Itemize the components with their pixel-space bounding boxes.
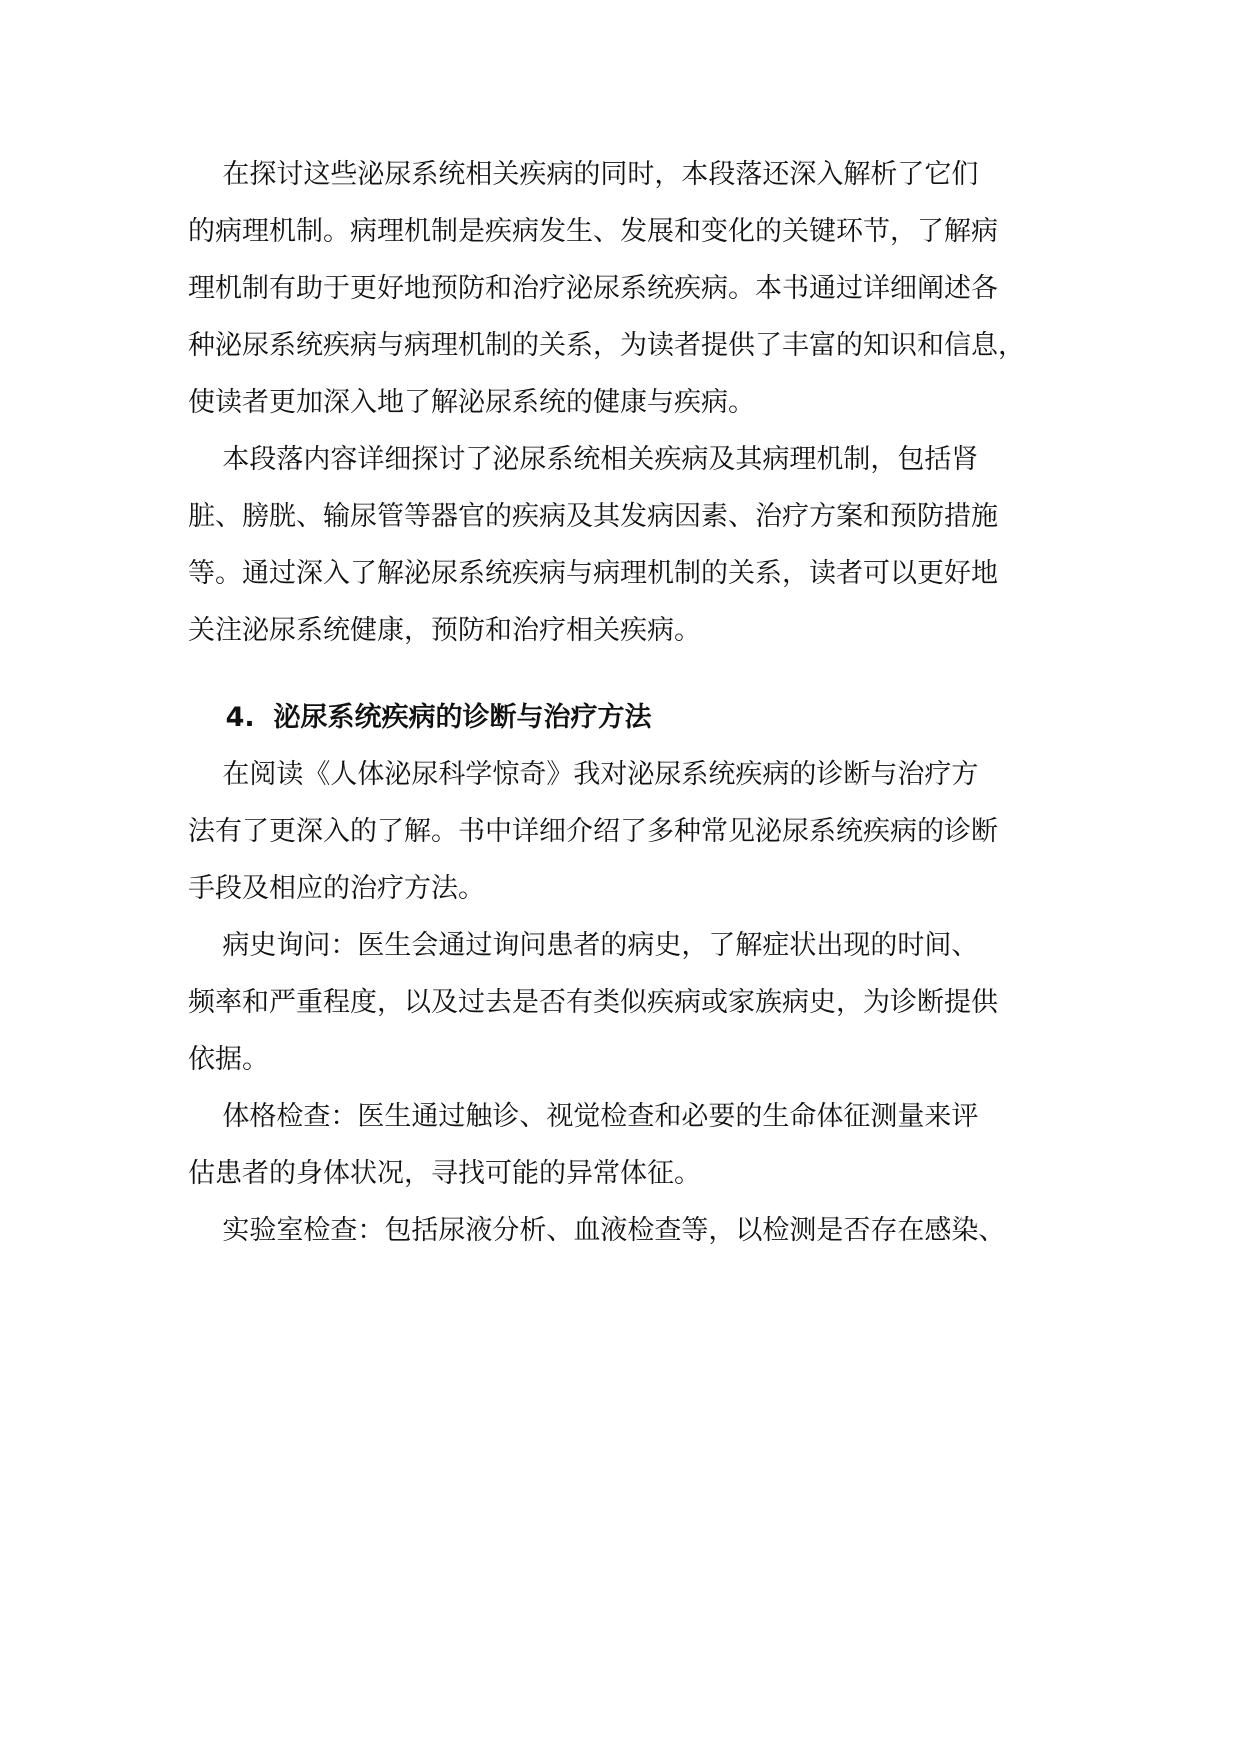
text-line: 手段及相应的治疗方法。 — [188, 873, 485, 904]
text-line: 本段落内容详细探讨了泌尿系统相关疾病及其病理机制，包括肾 — [188, 444, 979, 475]
paragraph-medical-history — [188, 917, 1056, 1088]
text-line: 在探讨这些泌尿系统相关疾病的同时，本段落还深入解析了它们 — [188, 159, 979, 190]
paragraph-reading-intro — [188, 746, 1056, 917]
text-line: 病史询问：医生会通过询问患者的病史，了解症状出现的时间、 — [188, 930, 979, 961]
text-line: 频率和严重程度，以及过去是否有类似疾病或家族病史，为诊断提供 — [188, 987, 998, 1018]
paragraph-lab-tests — [188, 1202, 1056, 1259]
section-spacer — [188, 659, 1056, 689]
text-line: 等。通过深入了解泌尿系统疾病与病理机制的关系，读者可以更好地 — [188, 558, 998, 589]
text-line: 种泌尿系统疾病与病理机制的关系，为读者提供了丰富的知识和信息， — [188, 330, 1025, 361]
paragraph-summary — [188, 431, 1056, 659]
text-line: 关注泌尿系统健康，预防和治疗相关疾病。 — [188, 615, 701, 646]
text-line: 估患者的身体状况，寻找可能的异常体征。 — [188, 1158, 701, 1189]
paragraph-pathology-mechanism — [188, 146, 1056, 431]
document-body — [188, 146, 1056, 1259]
text-line: 依据。 — [188, 1044, 269, 1075]
text-line: 的病理机制。病理机制是疾病发生、发展和变化的关键环节，了解病 — [188, 216, 998, 247]
section-heading: 4. 泌尿系统疾病的诊断与治疗方法 — [188, 702, 652, 733]
text-line: 体格检查：医生通过触诊、视觉检查和必要的生命体征测量来评 — [188, 1101, 979, 1132]
paragraph-physical-exam — [188, 1088, 1056, 1202]
text-line: 法有了更深入的了解。书中详细介绍了多种常见泌尿系统疾病的诊断 — [188, 816, 998, 847]
text-line: 实验室检查：包括尿液分析、血液检查等，以检测是否存在感染、 — [188, 1215, 1006, 1246]
text-line: 脏、膀胱、输尿管等器官的疾病及其发病因素、治疗方案和预防措施 — [188, 501, 998, 532]
text-line: 在阅读《人体泌尿科学惊奇》我对泌尿系统疾病的诊断与治疗方 — [188, 759, 979, 790]
text-line: 理机制有助于更好地预防和治疗泌尿系统疾病。本书通过详细阐述各 — [188, 273, 998, 304]
text-line: 使读者更加深入地了解泌尿系统的健康与疾病。 — [188, 387, 755, 418]
